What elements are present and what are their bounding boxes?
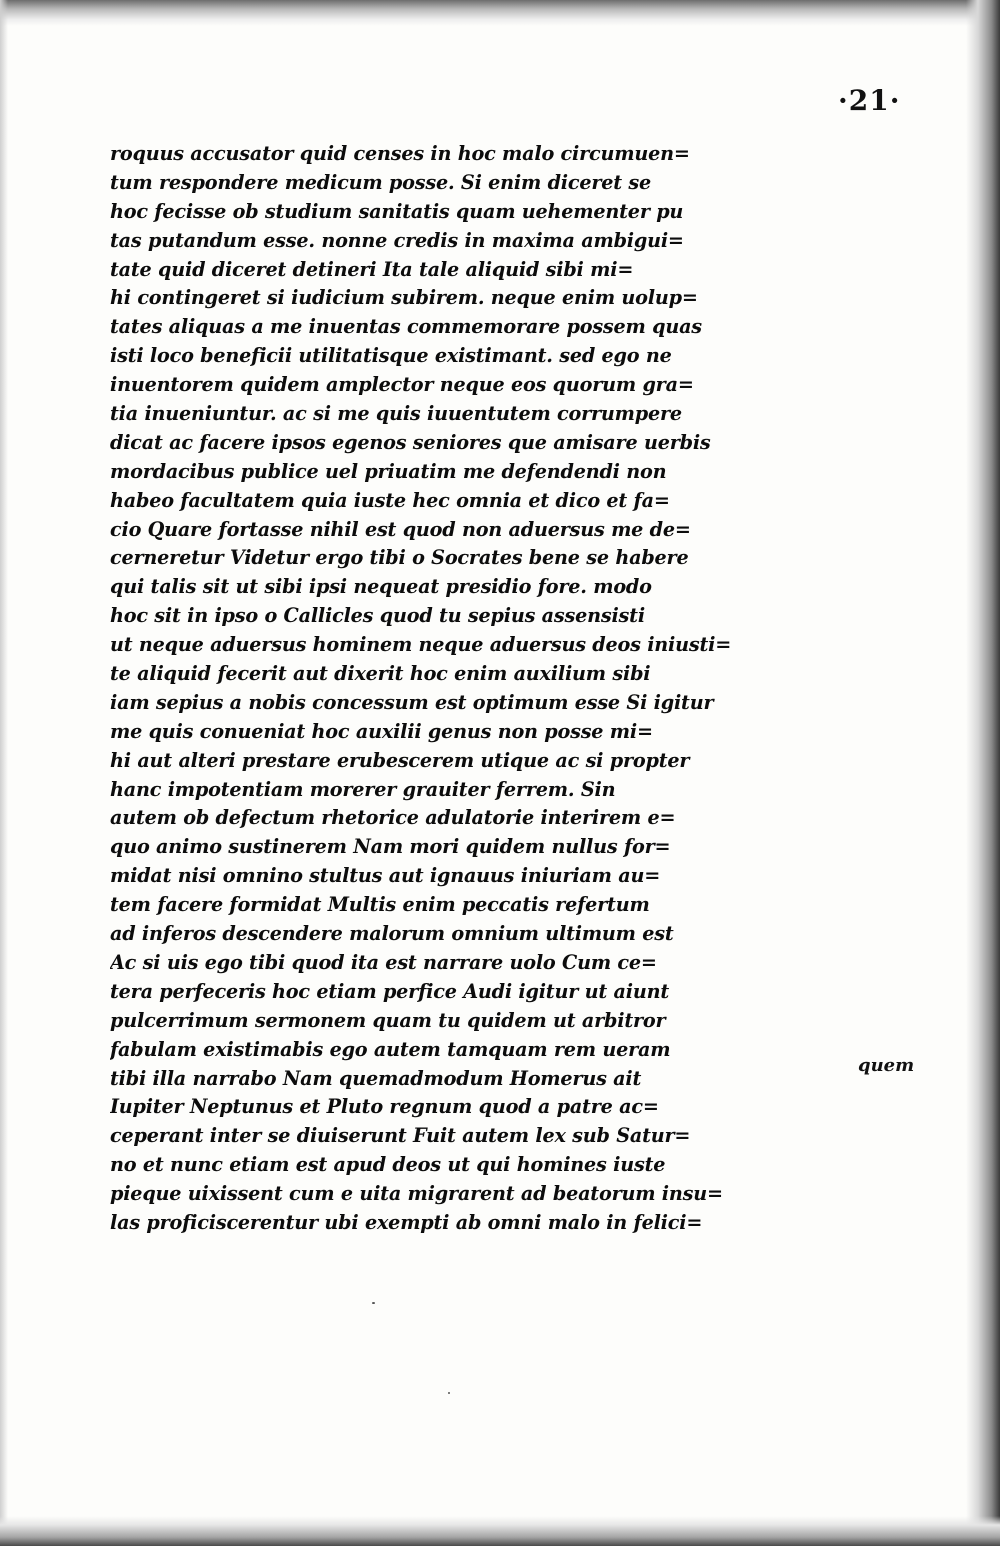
text-line: fabulam existimabis ego autem tamquam rem ueram [110,1037,671,1061]
scan-edge-right [966,0,1000,1546]
text-line: ceperant inter se diuiserunt Fuit autem lex sub Satur= [110,1124,691,1148]
text-line: tera perfeceris hoc etiam perfice Audi igitur ut aiunt [110,979,669,1003]
margin-note: quem [858,1055,915,1076]
text-line: midat nisi omnino stultus aut ignauus iniuriam au= [110,864,661,888]
text-line: dicat ac facere ipsos egenos seniores que amisare uerbis [110,430,711,454]
text-line: las proficiscerentur ubi exempti ab omni malo in felici= [110,1210,703,1234]
text-line: qui talis sit ut sibi ipsi nequeat presidio fore. modo [110,575,652,599]
scan-edge-bottom [0,1516,1000,1546]
text-line: autem ob defectum rhetorice adulatorie interirem e= [110,806,676,830]
text-line: tate quid diceret detineri Ita tale aliquid sibi mi= [110,257,634,281]
text-line: tem facere formidat Multis enim peccatis refertum [110,893,650,917]
text-line: tia inueniuntur. ac si me quis iuuentutem corrumpere [110,402,682,426]
text-line: mordacibus publice uel priuatim me defendendi non [110,459,667,483]
text-line: Ac si uis ego tibi quod ita est narrare uolo Cum ce= [110,950,657,974]
text-line: tum respondere medicum posse. Si enim diceret se [110,170,652,194]
text-line: me quis conueniat hoc auxilii genus non posse mi= [110,719,653,743]
text-line: iam sepius a nobis concessum est optimum esse Si igitur [110,690,714,714]
text-line: pieque uixissent cum e uita migrarent ad beatorum insu= [110,1182,723,1206]
text-line: ut neque aduersus hominem neque aduersus deos iniusti= [110,633,732,657]
ink-speck [372,1302,375,1304]
text-line: te aliquid fecerit aut dixerit hoc enim auxilium sibi [110,662,651,686]
ink-speck [448,1392,450,1394]
scan-edge-top [0,0,1000,26]
text-line: pulcerrimum sermonem quam tu quidem ut arbitror [110,1008,666,1032]
text-line: quo animo sustinerem Nam mori quidem nullus for= [110,835,671,859]
text-line: hi contingeret si iudicium subirem. neque enim uolup= [110,286,698,310]
text-line: roquus accusator quid censes in hoc malo circumuen= [110,142,690,165]
text-line: cio Quare fortasse nihil est quod non aduersus me de= [110,517,691,541]
text-line: tates aliquas a me inuentas commemorare possem quas [110,315,702,339]
text-line: tibi illa narrabo Nam quemadmodum Homerus ait [110,1066,642,1090]
text-line: hi aut alteri prestare erubescerem utique ac si propter [110,748,690,772]
text-line: tas putandum esse. nonne credis in maxima ambigui= [110,228,684,252]
text-line: hoc fecisse ob studium sanitatis quam uehementer pu [110,199,684,223]
text-line: inuentorem quidem amplector neque eos quorum gra= [110,373,694,397]
text-line: habeo facultatem quia iuste hec omnia et dico et fa= [110,488,670,512]
scan-edge-left [0,0,8,1546]
text-line: cerneretur Videtur ergo tibi o Socrates bene se habere [110,546,689,570]
text-line: hanc impotentiam morerer grauiter ferrem. Sin [110,777,616,801]
manuscript-text-block [110,140,800,1270]
text-line: isti loco beneficii utilitatisque existimant. sed ego ne [110,344,672,368]
text-line: hoc sit in ipso o Callicles quod tu sepius assensisti [110,604,645,628]
folio-number: ·21· [838,84,901,117]
text-line: Iupiter Neptunus et Pluto regnum quod a patre ac= [110,1095,659,1119]
text-line: no et nunc etiam est apud deos ut qui homines iuste [110,1153,666,1177]
text-line: ad inferos descendere malorum omnium ultimum est [110,922,674,946]
